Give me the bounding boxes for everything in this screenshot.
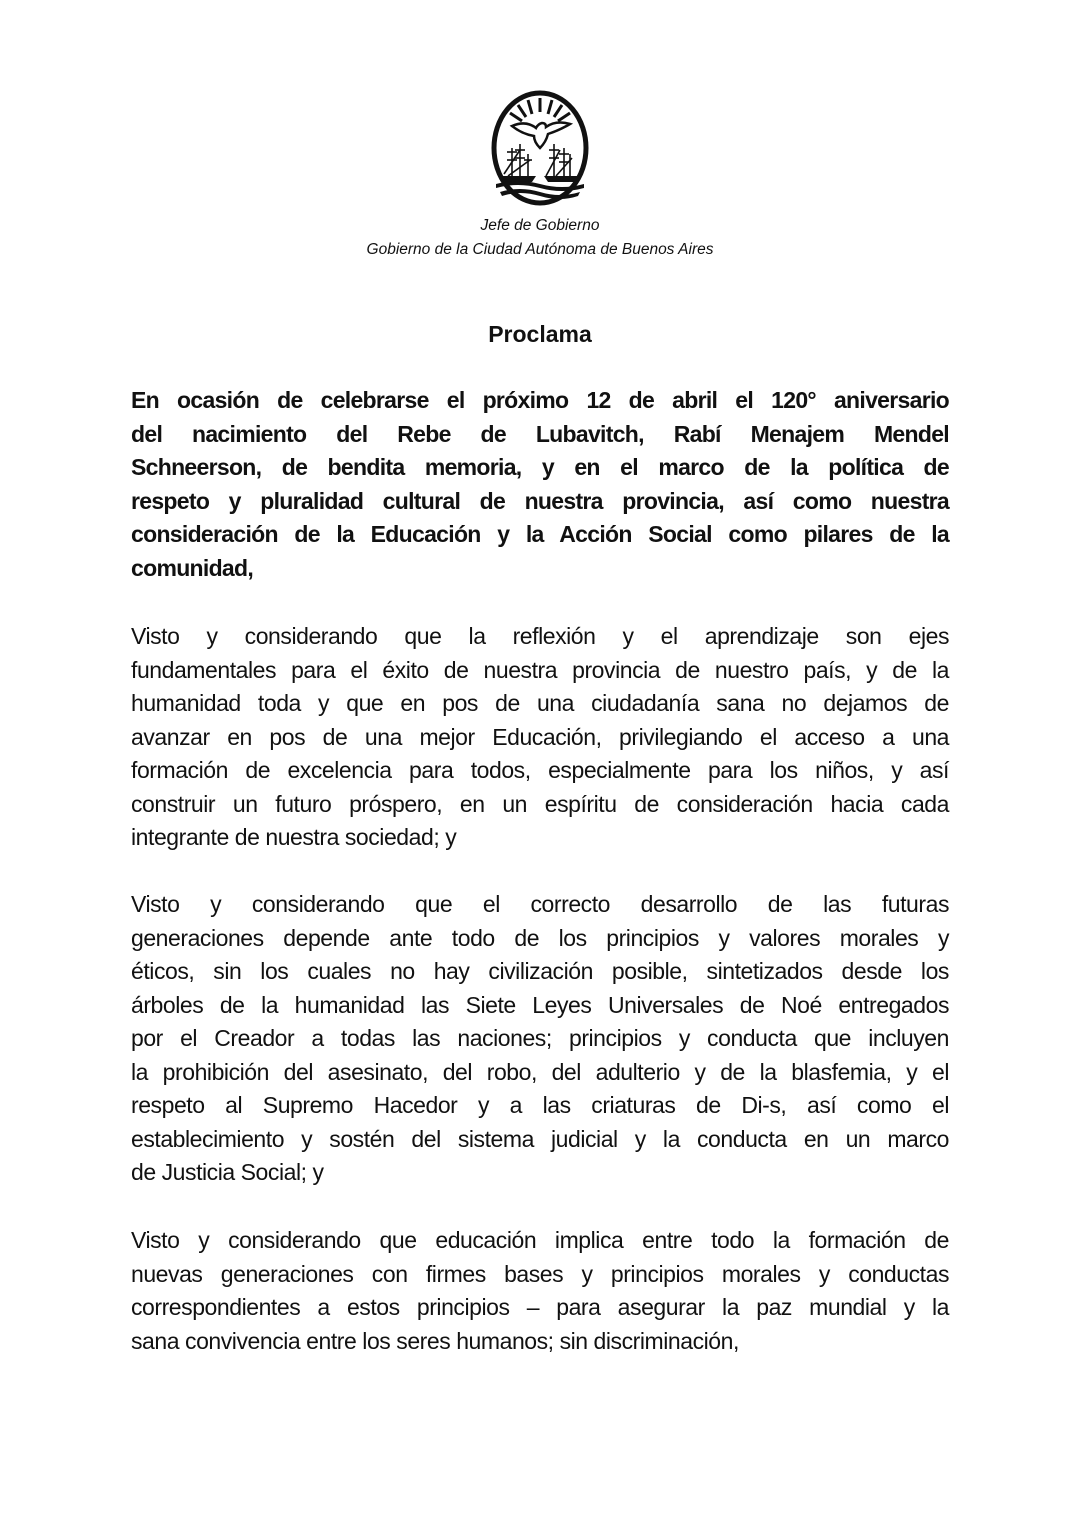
text-line: En ocasión de celebrarse el próximo 12 de abril el 120° aniversario xyxy=(131,387,949,413)
text-line: establecimiento y sostén del sistema judicial y la conducta en un marco xyxy=(131,1125,949,1152)
text-line: fundamentales para el éxito de nuestra provincia de nuestro país, y de la xyxy=(131,656,949,683)
text-line: respeto al Supremo Hacedor y a las criaturas de Di-s, así como el xyxy=(131,1092,949,1118)
letterhead-office: Jefe de Gobierno xyxy=(480,217,600,234)
preamble-paragraph xyxy=(131,384,949,585)
text-line: de Justicia Social; y xyxy=(131,1159,324,1185)
text-line: Visto y considerando que educación implica entre todo la formación de xyxy=(131,1227,949,1253)
text-line: humanidad toda y que en pos de una ciudadanía sana no dejamos de xyxy=(131,690,949,716)
considerando-paragraph-1 xyxy=(131,620,949,855)
text-line: Visto y considerando que la reflexión y el aprendizaje son ejes xyxy=(131,623,949,649)
text-line: construir un futuro próspero, en un espíritu de consideración hacia cada xyxy=(131,790,949,817)
buenos-aires-crest-icon xyxy=(490,90,590,206)
text-line: la prohibición del asesinato, del robo, del adulterio y de la blasfemia, y el xyxy=(131,1058,949,1085)
text-line: comunidad, xyxy=(131,554,254,581)
text-line: éticos, sin los cuales no hay civilización posible, sintetizados desde los xyxy=(131,958,949,984)
text-line: avanzar en pos de una mejor Educación, privilegiando el acceso a una xyxy=(131,723,949,750)
text-line: del nacimiento del Rebe de Lubavitch, Rabí Menajem Mendel xyxy=(131,420,949,447)
considerando-paragraph-3 xyxy=(131,1224,949,1358)
text-line: árboles de la humanidad las Siete Leyes Universales de Noé entregados xyxy=(131,991,949,1018)
text-line: correspondientes a estos principios – para asegurar la paz mundial y la xyxy=(131,1294,949,1320)
text-line: nuevas generaciones con firmes bases y principios morales y conductas xyxy=(131,1260,949,1287)
text-line: generaciones depende ante todo de los principios y valores morales y xyxy=(131,924,949,951)
text-line: consideración de la Educación y la Acción Social como pilares de la xyxy=(131,521,949,547)
letterhead-government: Gobierno de la Ciudad Autónoma de Buenos Aires xyxy=(366,241,714,258)
text-line: Visto y considerando que el correcto desarrollo de las futuras xyxy=(131,891,949,917)
text-line: integrante de nuestra sociedad; y xyxy=(131,824,457,850)
text-line: Schneerson, de bendita memoria, y en el marco de la política de xyxy=(131,454,949,480)
text-line: formación de excelencia para todos, especialmente para los niños, y así xyxy=(131,757,949,783)
text-line: por el Creador a todas las naciones; principios y conducta que incluyen xyxy=(131,1025,949,1051)
text-line: sana convivencia entre los seres humanos; sin discriminación, xyxy=(131,1327,739,1354)
document-title: Proclama xyxy=(488,321,592,347)
text-line: respeto y pluralidad cultural de nuestra provincia, así como nuestra xyxy=(131,487,949,514)
considerando-paragraph-2 xyxy=(131,888,949,1190)
